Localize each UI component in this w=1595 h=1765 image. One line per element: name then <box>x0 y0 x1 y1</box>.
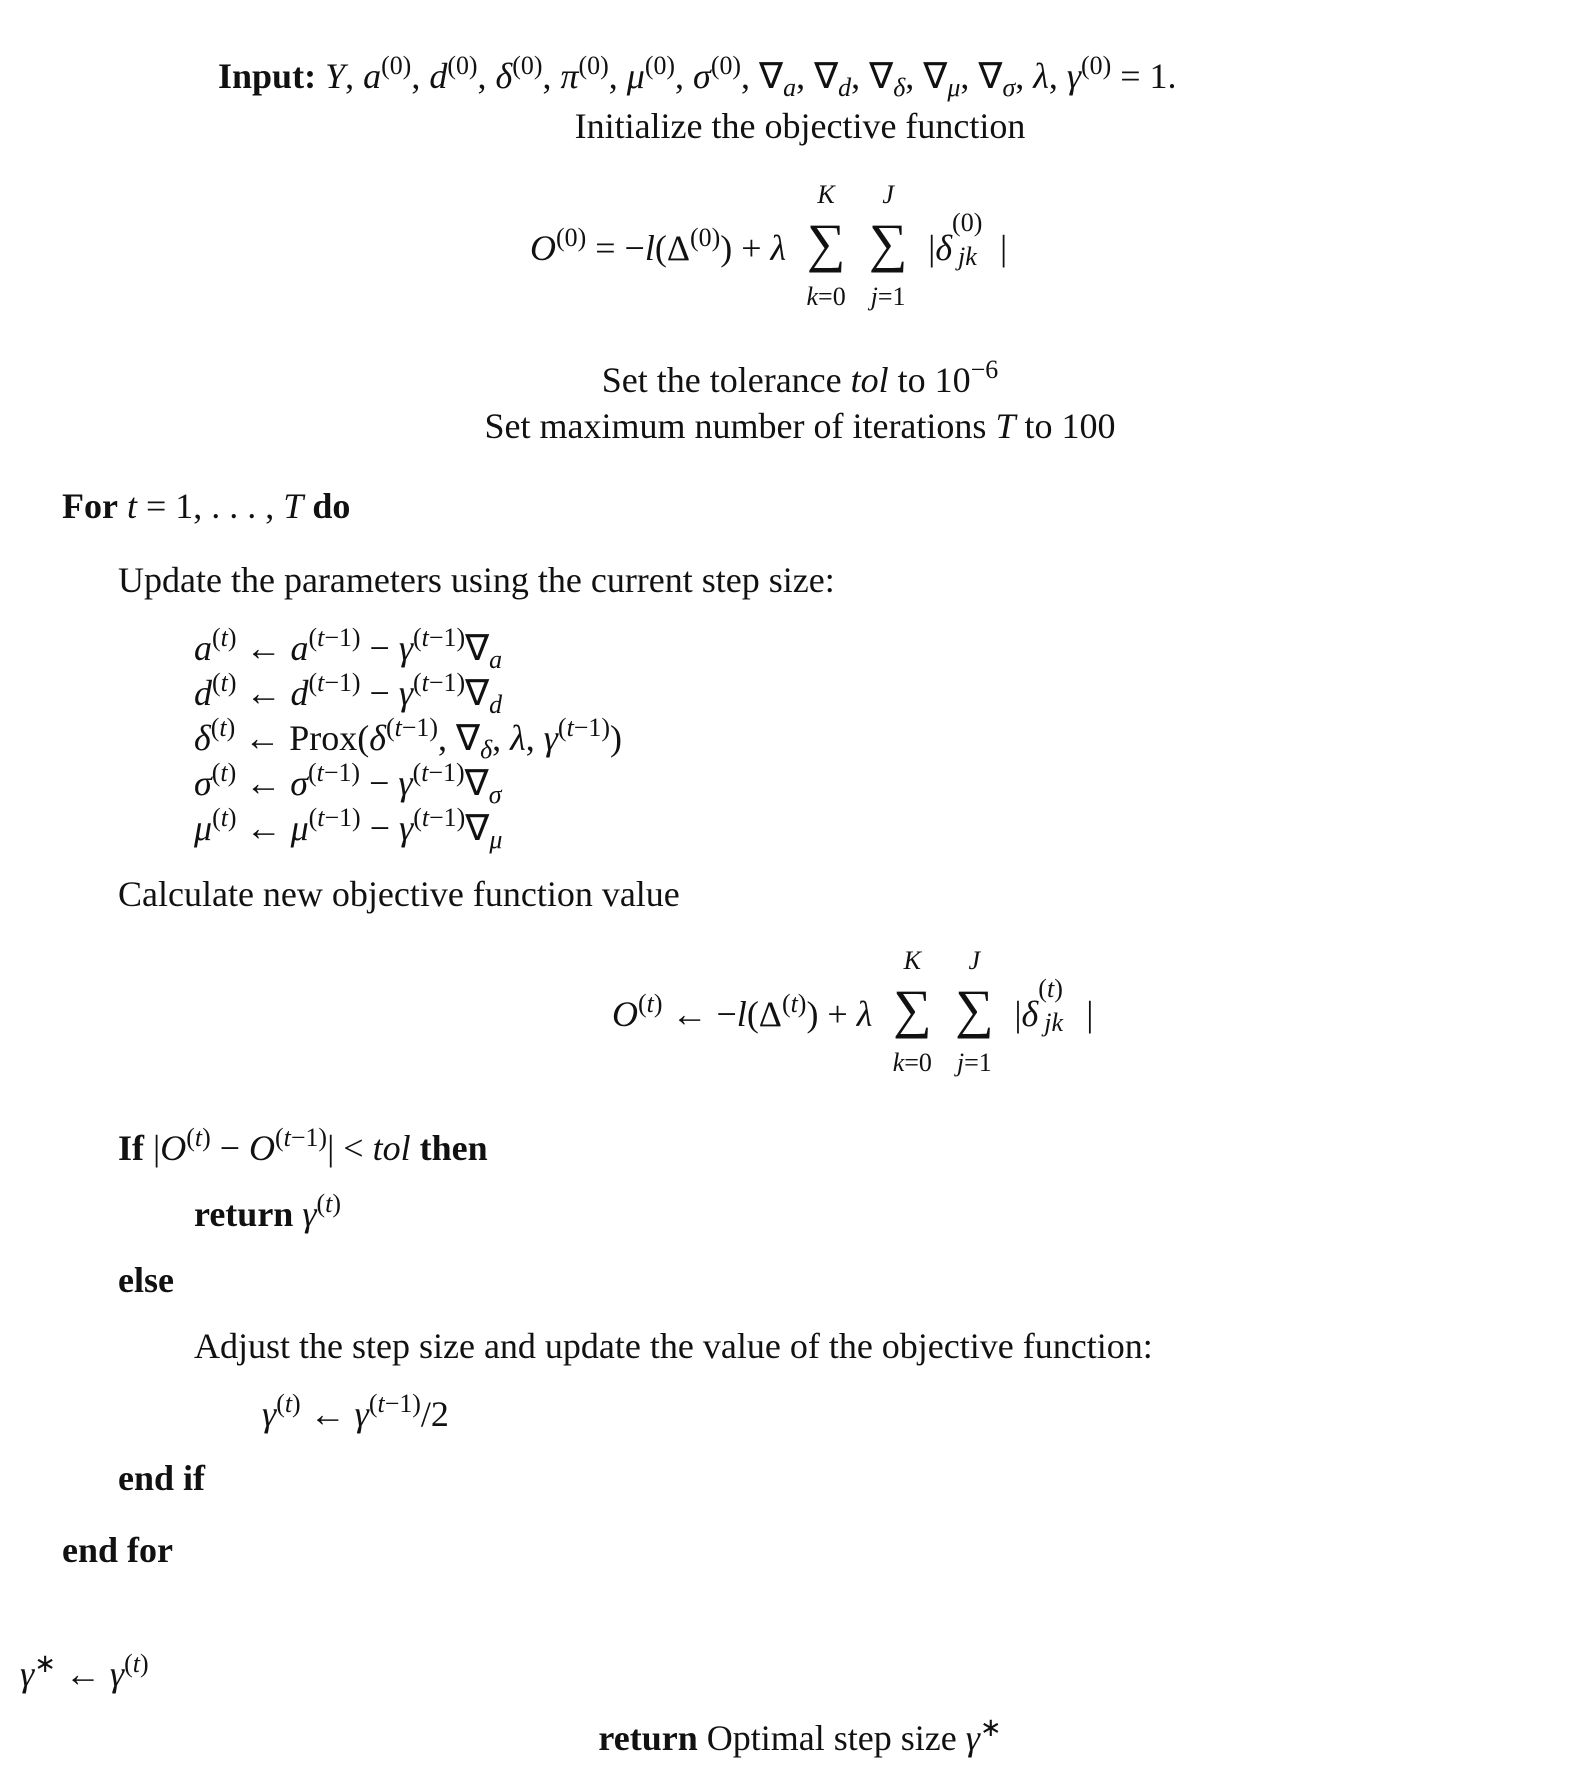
for-range: t = 1, . . . , T <box>126 486 304 526</box>
final-assignment: γ∗ ← $\gamma^{(t)}$ <box>20 1648 149 1694</box>
final-return-line <box>0 1712 1595 1758</box>
sum-symbol-j: J ∑ j=1 <box>868 180 908 311</box>
if-keyword: If <box>118 1128 144 1168</box>
do-keyword: do <box>312 486 351 526</box>
tolerance-line: Set the tolerance tol to $10^{-6}$ <box>601 354 999 400</box>
update-text: Update the parameters using the current step size: <box>118 560 835 600</box>
final-return-keyword: return <box>598 1718 698 1758</box>
else-keyword: else <box>118 1260 174 1300</box>
if-line <box>118 1122 488 1168</box>
sum-symbol-k: K ∑ k=0 <box>806 180 846 311</box>
calc-text: Calculate new objective function value <box>118 874 680 914</box>
return-keyword: return <box>194 1194 294 1234</box>
then-keyword: then <box>419 1128 488 1168</box>
for-keyword: For <box>62 486 118 526</box>
endfor-keyword: end for <box>62 1530 173 1570</box>
sum-symbol-k-2: K ∑ k=0 <box>892 946 932 1077</box>
for-line <box>62 488 350 524</box>
update-eq-sigma: $\sigma^{(t)}$ ← $\sigma^{(t-1)} - \gamma^{(t-1)}\nabla_\sigma$ <box>194 757 502 809</box>
if-condition: $|O^{(t)} - O^{(t-1)}|$ < tol <box>153 1122 411 1168</box>
update-eq-mu: $\mu^{(t)}$ ← $\mu^{(t-1)} - \gamma^{(t-1)}\nabla_\mu$ <box>194 802 503 854</box>
update-eq-delta: $\delta^{(t)}$ ← $Prox(\delta^{(t-1)}$, $\nabla_\delta$, λ, $\gamma^{(t-1)}$) <box>194 712 622 764</box>
input-symbols: Y, $a^{(0)}$, $d^{(0)}$, $\delta^{(0)}$, $\pi^{(0)}$, $\mu^{(0)}$, $\sigma^{(0)}$, $\nabla_a$, $\nabla_d$, $\nabla_\delta$, $\nabla_\mu$, $\nabla_\sigma$, λ, $\gamma^{(0)} = 1$. <box>325 50 1177 102</box>
update-eq-d: $d^{(t)}$ ← $d^{(t-1)} - \gamma^{(t-1)}\nabla_d$ <box>194 667 503 719</box>
init-formula: $O^{(0)} = -l(\Delta^{(0)}) + \lambda$ K ∑ k=0 J ∑ j=1 |δ (0) jk | <box>530 180 1008 311</box>
init-text: Initialize the objective function <box>574 106 1026 146</box>
adjust-text: Adjust the step size and update the value of the objective function: <box>194 1326 1153 1366</box>
return-inner-line <box>194 1188 341 1234</box>
calc-formula: $O^{(t)}$ ← $-l(\Delta^{(t)}) + \lambda$ K ∑ k=0 J ∑ j=1 |δ (t) jk | <box>612 946 1094 1077</box>
endif-keyword: end if <box>118 1458 206 1498</box>
adjust-equation: $\gamma^{(t)}$ ← $\gamma^{(t-1)}/2$ <box>262 1388 449 1434</box>
max-iterations-line: Set maximum number of iterations T to 100 <box>484 406 1116 446</box>
return-inner-value: $\gamma^{(t)}$ <box>302 1188 341 1234</box>
update-eq-a: $a^{(t)}$ ← $a^{(t-1)} - \gamma^{(t-1)}\nabla_a$ <box>194 622 503 674</box>
input-line <box>218 50 1177 102</box>
input-label: Input: <box>218 56 317 96</box>
sum-symbol-j-2: J ∑ j=1 <box>955 946 994 1077</box>
final-return-text: Optimal step size γ∗ <box>706 1712 1002 1758</box>
